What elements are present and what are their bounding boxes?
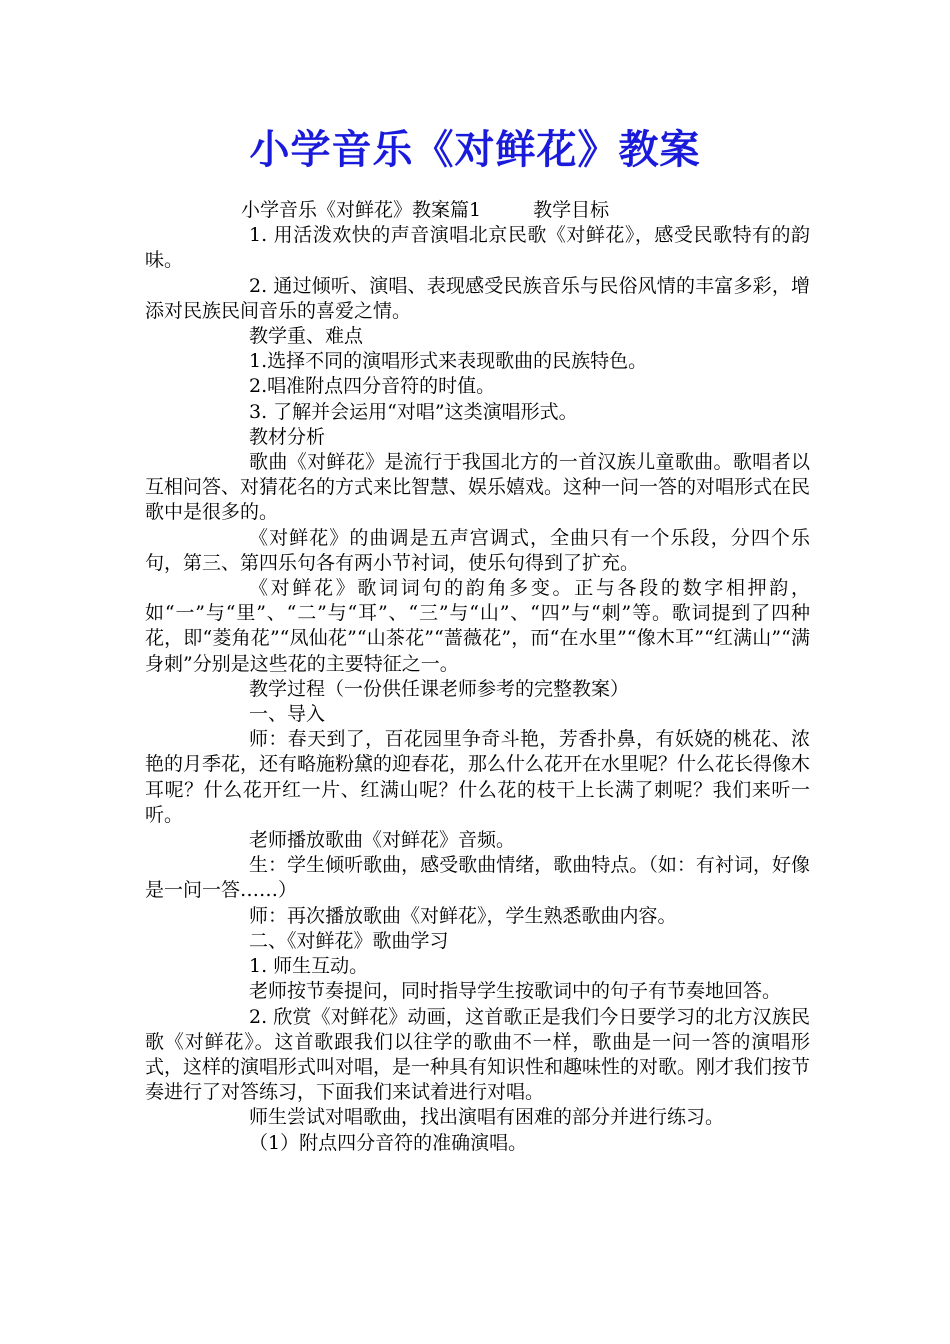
paragraph: 师生尝试对唱歌曲，找出演唱有困难的部分并进行练习。 <box>249 1106 725 1129</box>
paragraph: 歌曲《对鲜花》是流行于我国北方的一首汉族儿童歌曲。歌唱者以互相问答、对猜花名的方式来比智慧、娱乐嬉戏。这种一问一答的对唱形式在民歌中是很多的。 <box>145 451 811 524</box>
paragraph: 师：再次播放歌曲《对鲜花》，学生熟悉歌曲内容。 <box>249 904 677 927</box>
paragraph: 老师播放歌曲《对鲜花》音频。 <box>249 829 516 852</box>
paragraph: 《对鲜花》的曲调是五声宫调式，全曲只有一个乐段，分四个乐句，第三、第四乐句各有两小节衬词，使乐句得到了扩充。 <box>145 526 810 574</box>
objectives-heading: 教学目标 <box>533 199 610 221</box>
section-heading: 小学音乐《对鲜花》教案篇1 <box>241 199 482 221</box>
paragraph: 教学过程（一份供任课老师参考的完整教案） <box>249 677 630 700</box>
paragraph: 老师按节奏提问，同时指导学生按歌词中的句子有节奏地回答。 <box>249 980 782 1003</box>
paragraph: 2.唱准附点四分音符的时值。 <box>249 375 496 398</box>
document-body <box>145 198 810 1156</box>
paragraph: 教材分析 <box>249 425 326 448</box>
paragraph: 一、导入 <box>249 703 326 726</box>
paragraph: 1. 用活泼欢快的声音演唱北京民歌《对鲜花》，感受民歌特有的韵味。 <box>145 224 810 272</box>
paragraph: （1）附点四分音符的准确演唱。 <box>249 1131 528 1154</box>
paragraph: 教学重、难点 <box>249 325 364 348</box>
paragraph: 3. 了解并会运用“对唱”这类演唱形式。 <box>249 400 578 423</box>
paragraph: 师：春天到了，百花园里争奇斗艳，芳香扑鼻，有妖娆的桃花、浓艳的月季花，还有略施粉黛的迎春花，那么什么花开在水里呢？什么花长得像木耳呢？什么花开红一片、红满山呢？什么花的枝干上长满了刺呢？我们来听一听。 <box>145 728 811 826</box>
subtitle-line <box>145 198 810 223</box>
paragraph: 2. 欣赏《对鲜花》动画，这首歌正是我们今日要学习的北方汉族民歌《对鲜花》。这首歌跟我们以往学的歌曲不一样，歌曲是一问一答的演唱形式，这样的演唱形式叫对唱，是一种具有知识性和趣味性的对歌。刚才我们按节奏进行了对答练习，下面我们来试着进行对唱。 <box>145 1005 811 1104</box>
paragraph: 1. 师生互动。 <box>249 955 369 978</box>
paragraph: 2. 通过倾听、演唱、表现感受民族音乐与民俗风情的丰富多彩，增添对民族民间音乐的喜爱之情。 <box>145 274 810 322</box>
paragraph: 生：学生倾听歌曲，感受歌曲情绪，歌曲特点。（如：有衬词，好像是一问一答……） <box>145 854 810 902</box>
paragraph: 1.选择不同的演唱形式来表现歌曲的民族特色。 <box>249 350 648 373</box>
document-title: 小学音乐《对鲜花》教案 <box>249 126 701 173</box>
paragraph: 《对鲜花》歌词词句的韵角多变。正与各段的数字相押韵，如“一”与“里”、“二”与“耳”、“三”与“山”、“四”与“刺”等。歌词提到了四种花，即“菱角花”“凤仙花”“山茶花”“蔷薇花”，而“在水里”“像木耳”“红满山”“满身刺”分别是这些花的主要特征之一。 <box>145 577 810 675</box>
paragraph: 二、《对鲜花》歌曲学习 <box>249 929 449 952</box>
